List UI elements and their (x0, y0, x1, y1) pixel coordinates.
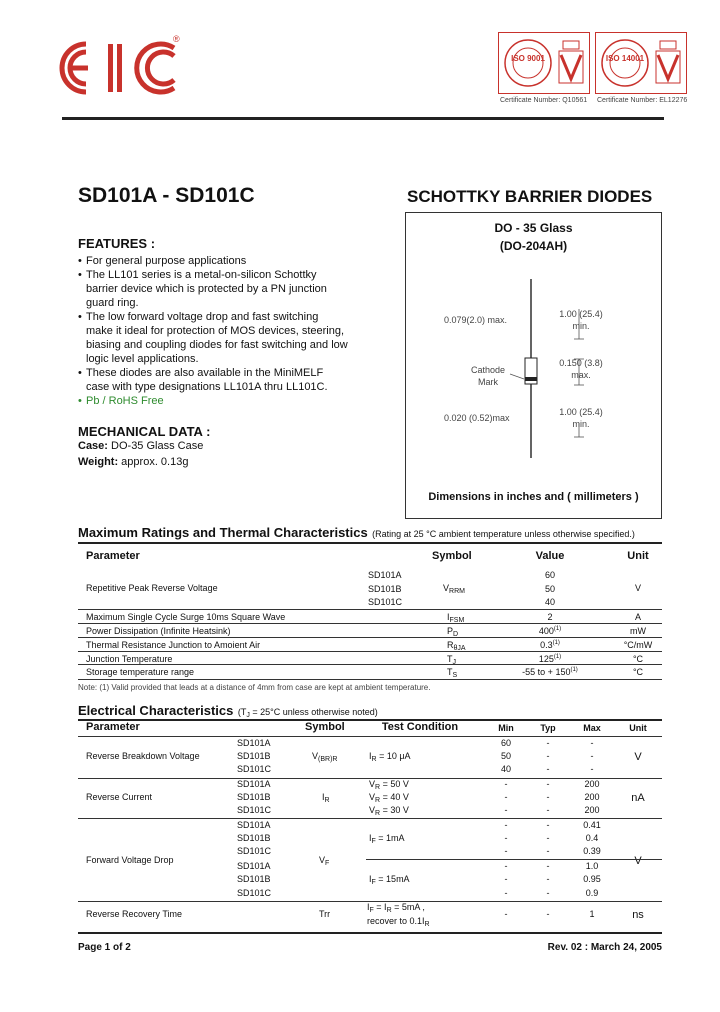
cond-value: = 40 V (382, 792, 409, 802)
rating-value (500, 640, 600, 650)
top-length-dim: 1.00 (25.4) (559, 309, 603, 319)
min-value: - (504, 792, 508, 802)
table-rule (78, 664, 662, 665)
ec-col-symbol: Symbol (305, 721, 345, 733)
col-symbol: Symbol (432, 550, 472, 562)
breakdown-condition (369, 751, 411, 763)
typ-value: - (546, 792, 550, 802)
rating-symbol (447, 667, 457, 679)
vrrm-value: 40 (544, 597, 555, 607)
recovery-cond-1 (367, 902, 425, 914)
reverse-current-param: Reverse Current (86, 792, 153, 802)
table-rule (78, 679, 662, 680)
part-number: SD101A (237, 820, 271, 830)
cond-base: I (369, 751, 372, 761)
part-number: SD101A (368, 570, 402, 580)
package-drawing-box (405, 212, 662, 519)
table-rule (78, 542, 662, 544)
value-base: 0.3 (540, 640, 553, 650)
cond-sub: J (246, 712, 250, 719)
max-value: 0.4 (585, 833, 599, 843)
min-value: 60 (500, 738, 511, 748)
cond-sub: R (375, 784, 381, 791)
cond-sub: R (371, 756, 377, 763)
case-line (78, 440, 203, 452)
breakdown-param: Reverse Breakdown Voltage (86, 751, 200, 761)
value-base: 400 (538, 626, 554, 636)
symbol-sub: D (453, 631, 459, 638)
symbol-sub: θJA (453, 645, 466, 652)
part-number: SD101A (237, 738, 271, 748)
typ-value: - (546, 861, 550, 871)
cond-sub: R (375, 810, 381, 817)
electrical-cond (238, 707, 378, 717)
max-ratings-heading: Maximum Ratings and Thermal Characteristics (78, 525, 368, 540)
rating-unit: mW (630, 626, 646, 636)
rating-unit: °C/mW (623, 640, 653, 650)
ukas-crown-icon (654, 39, 682, 85)
cond-rest: = 25°C unless otherwise noted) (249, 707, 378, 717)
cert1-number: Certificate Number: Q10561 (500, 97, 588, 104)
value-note: (1) (552, 640, 560, 646)
symbol-sub: FSM (449, 617, 465, 624)
typ-value: - (546, 833, 550, 843)
min-value: 50 (500, 751, 511, 761)
top-length-min: min. (572, 321, 590, 331)
rating-unit: °C (632, 654, 644, 664)
rating-param: Thermal Resistance Junction to Amoient Air (86, 640, 261, 650)
cond-rest: = 10 μA (376, 751, 411, 761)
iso14001-cert-badge (595, 32, 687, 94)
cond-base: recover to 0.1I (367, 916, 425, 926)
features-heading: FEATURES : (78, 236, 156, 251)
cond-base: V (369, 805, 376, 815)
cond-sub: F (369, 907, 374, 914)
case-value: DO-35 Glass Case (107, 440, 204, 452)
reverse-current-unit: nA (631, 792, 645, 804)
min-value: - (504, 820, 508, 830)
cathode-label: Cathode (470, 365, 506, 375)
cond-base: I (367, 902, 370, 912)
symbol-base: T (447, 667, 453, 677)
col-parameter: Parameter (86, 550, 140, 562)
value-note: (1) (570, 667, 578, 673)
forward-cond-1 (369, 833, 405, 845)
ec-col-parameter: Parameter (86, 721, 140, 733)
weight-line (78, 456, 188, 468)
part-number: SD101B (237, 874, 271, 884)
breakdown-symbol (312, 751, 337, 763)
table-rule (78, 609, 662, 610)
max-value: 1.0 (585, 861, 599, 871)
table-rule (78, 736, 662, 737)
vrrm-unit: V (634, 583, 641, 593)
cond-base: I (369, 833, 372, 843)
ukas-crown-icon (557, 39, 585, 85)
symbol-base: I (322, 792, 325, 802)
table-rule (366, 859, 662, 860)
rating-param: Junction Temperature (86, 654, 173, 664)
symbol-sub: J (452, 659, 456, 666)
part-number: SD101C (368, 597, 403, 607)
footer-rule (78, 932, 662, 934)
typ-value: - (546, 764, 550, 774)
cond-mid: = I (373, 902, 387, 912)
forward-param: Forward Voltage Drop (86, 855, 174, 865)
table-rule (78, 623, 662, 624)
min-value: 40 (500, 764, 511, 774)
lead-dia-dim: 0.079(2.0) max. (444, 315, 508, 325)
col-unit: Unit (627, 550, 649, 562)
part-number: SD101B (237, 792, 271, 802)
max-ratings-note: (Rating at 25 °C ambient temperature unless otherwise specified.) (372, 529, 635, 539)
header-rule (62, 117, 664, 120)
symbol-sub: R (324, 797, 330, 804)
table-rule (78, 818, 662, 819)
recovery-symbol: Trr (319, 909, 331, 919)
recovery-min: - (504, 909, 508, 919)
forward-symbol (319, 855, 329, 867)
iso14001-label: ISO 14001 (605, 54, 645, 63)
reverse-current-condition (369, 805, 409, 817)
symbol-base: I (447, 612, 450, 622)
rohs-item: • Pb / RoHS Free (78, 394, 348, 408)
min-value: - (504, 779, 508, 789)
cert2-number: Certificate Number: EL12276 (597, 97, 688, 104)
rating-unit: °C (632, 667, 644, 677)
vrrm-symbol (443, 583, 465, 595)
typ-value: - (546, 805, 550, 815)
symbol-base: V (312, 751, 319, 761)
electrical-title (78, 702, 378, 720)
iso9001-label: ISO 9001 (511, 54, 545, 63)
value-note: (1) (553, 654, 562, 660)
rating-unit: A (634, 612, 641, 622)
wire-dia-dim: 0.020 (0.52)max (444, 413, 510, 423)
rating-value (500, 612, 600, 622)
vrrm-value: 60 (544, 570, 555, 580)
min-value: - (504, 888, 508, 898)
package-name: DO - 35 Glass (494, 221, 573, 235)
typ-value: - (546, 820, 550, 830)
part-number: SD101A (237, 861, 271, 871)
reverse-current-condition (369, 779, 409, 791)
recovery-param: Reverse Recovery Time (86, 909, 183, 919)
min-value: - (504, 874, 508, 884)
ec-col-unit: Unit (629, 723, 647, 733)
symbol-base: V (443, 583, 450, 593)
typ-value: - (546, 874, 550, 884)
max-value: 200 (584, 792, 600, 802)
part-number: SD101B (237, 751, 271, 761)
forward-unit: V (634, 855, 642, 867)
breakdown-unit: V (634, 751, 642, 763)
part-number: SD101B (237, 833, 271, 843)
cert-seal-icon (503, 37, 553, 89)
reverse-current-symbol (322, 792, 330, 804)
rating-param: Storage temperature range (86, 667, 195, 677)
typ-value: - (546, 888, 550, 898)
feature-item: • These diodes are also available in the MiniMELF case with type designations LL101A thru LL101C. (78, 366, 348, 394)
case-label: Case: (78, 440, 108, 452)
min-value: - (504, 846, 508, 856)
cond-sub: R (386, 907, 392, 914)
min-value: - (504, 861, 508, 871)
min-value: - (504, 833, 508, 843)
cond-base: V (369, 779, 376, 789)
registered-mark: ® (173, 34, 180, 44)
recovery-unit: ns (632, 909, 644, 921)
recovery-typ: - (546, 909, 550, 919)
cond-value: = 30 V (382, 805, 409, 815)
symbol-base: P (447, 626, 454, 636)
feature-item: • For general purpose applications (78, 254, 348, 268)
cond-base: V (369, 792, 376, 802)
typ-value: - (546, 738, 550, 748)
weight-label: Weight: (78, 456, 119, 468)
eic-logo (56, 38, 186, 98)
recovery-cond-2 (367, 916, 430, 928)
bottom-length-min: min. (572, 419, 590, 429)
cond-sub: F (371, 838, 376, 845)
vrrm-param: Repetitive Peak Reverse Voltage (86, 583, 218, 593)
cond-base: I (369, 874, 372, 884)
part-number: SD101B (368, 584, 402, 594)
value-note: (1) (553, 626, 562, 632)
part-number: SD101C (237, 846, 272, 856)
part-number: SD101C (237, 805, 272, 815)
max-value: 0.41 (583, 820, 601, 830)
dimensions-caption: Dimensions in inches and ( millimeters ) (428, 491, 639, 503)
typ-value: - (546, 751, 550, 761)
max-value: 0.9 (585, 888, 599, 898)
forward-cond-2 (369, 874, 410, 886)
bottom-length-dim: 1.00 (25.4) (559, 407, 603, 417)
body-length-max: max. (571, 370, 591, 380)
part-number: SD101A (237, 779, 271, 789)
table-rule (78, 651, 662, 652)
max-value: 200 (584, 805, 600, 815)
part-number: SD101C (237, 888, 272, 898)
body-length-dim: 0.150 (3.8) (559, 358, 603, 368)
cond-rest: = 1mA (375, 833, 405, 843)
value-base: 2 (547, 612, 553, 622)
electrical-heading: Electrical Characteristics (78, 703, 234, 718)
vrrm-value: 50 (544, 584, 555, 594)
mark-label: Mark (478, 377, 498, 387)
cond-rest: = 5mA , (391, 902, 425, 912)
max-ratings-footnote: Note: (1) Valid provided that leads at a distance of 4mm from case are kept at ambient temperature. (78, 683, 431, 692)
symbol-base: R (447, 640, 454, 650)
weight-value: approx. 0.13g (118, 456, 189, 468)
value-base: -55 to + 150 (522, 667, 571, 677)
value-base: 125 (538, 654, 554, 664)
symbol-base: V (319, 855, 326, 865)
rating-value (500, 654, 600, 664)
ec-col-typ: Typ (540, 723, 556, 733)
typ-value: - (546, 846, 550, 856)
package-alt-name: (DO-204AH) (499, 239, 568, 253)
ec-col-max: Max (583, 723, 601, 733)
symbol-sub: S (452, 672, 458, 679)
cond-rest: = 15mA (375, 874, 410, 884)
revision-date: Rev. 02 : March 24, 2005 (547, 942, 662, 953)
max-value: 200 (584, 779, 600, 789)
iso9001-cert-badge (498, 32, 590, 94)
ec-col-min: Min (498, 723, 514, 733)
page-number: Page 1 of 2 (78, 942, 131, 953)
max-ratings-title (78, 524, 635, 542)
cond-value: = 50 V (382, 779, 409, 789)
reverse-current-condition (369, 792, 409, 804)
part-range-title: SD101A - SD101C (78, 184, 255, 207)
symbol-base: T (447, 654, 453, 664)
mechanical-heading: MECHANICAL DATA : (78, 424, 211, 439)
max-value: - (590, 751, 594, 761)
symbol-sub: F (325, 860, 330, 867)
cond-sub: R (424, 921, 430, 928)
max-value: - (590, 738, 594, 748)
col-value: Value (535, 550, 565, 562)
table-rule (78, 637, 662, 638)
typ-value: - (546, 779, 550, 789)
cond-a: (T (237, 707, 247, 717)
symbol-sub: RRM (449, 588, 465, 595)
ec-col-test: Test Condition (381, 721, 459, 733)
diode-outline-drawing (406, 213, 661, 518)
features-list (78, 254, 348, 408)
feature-item: • The LL101 series is a metal-on-silicon Schottky barrier device which is protected by a PN junction guard ring. (78, 268, 348, 310)
category-title: SCHOTTKY BARRIER DIODES (407, 187, 653, 206)
rating-param: Maximum Single Cycle Surge 10ms Square Wave (86, 612, 286, 622)
cond-sub: F (371, 879, 376, 886)
max-value: 0.95 (583, 874, 601, 884)
max-value: 0.39 (583, 846, 601, 856)
min-value: - (504, 805, 508, 815)
rating-value (500, 626, 600, 636)
cond-sub: R (375, 797, 381, 804)
cert-seal-icon (600, 37, 650, 89)
feature-item: • The low forward voltage drop and fast switching make it ideal for protection of MOS devices, steering, biasing and coupling diodes for fast switching and low logic level applications. (78, 310, 348, 366)
max-value: - (590, 764, 594, 774)
part-number: SD101C (237, 764, 272, 774)
rating-param: Power Dissipation (Infinite Heatsink) (86, 626, 231, 636)
symbol-sub: (BR)R (318, 756, 338, 763)
rating-value (500, 667, 600, 677)
recovery-max: 1 (589, 909, 595, 919)
